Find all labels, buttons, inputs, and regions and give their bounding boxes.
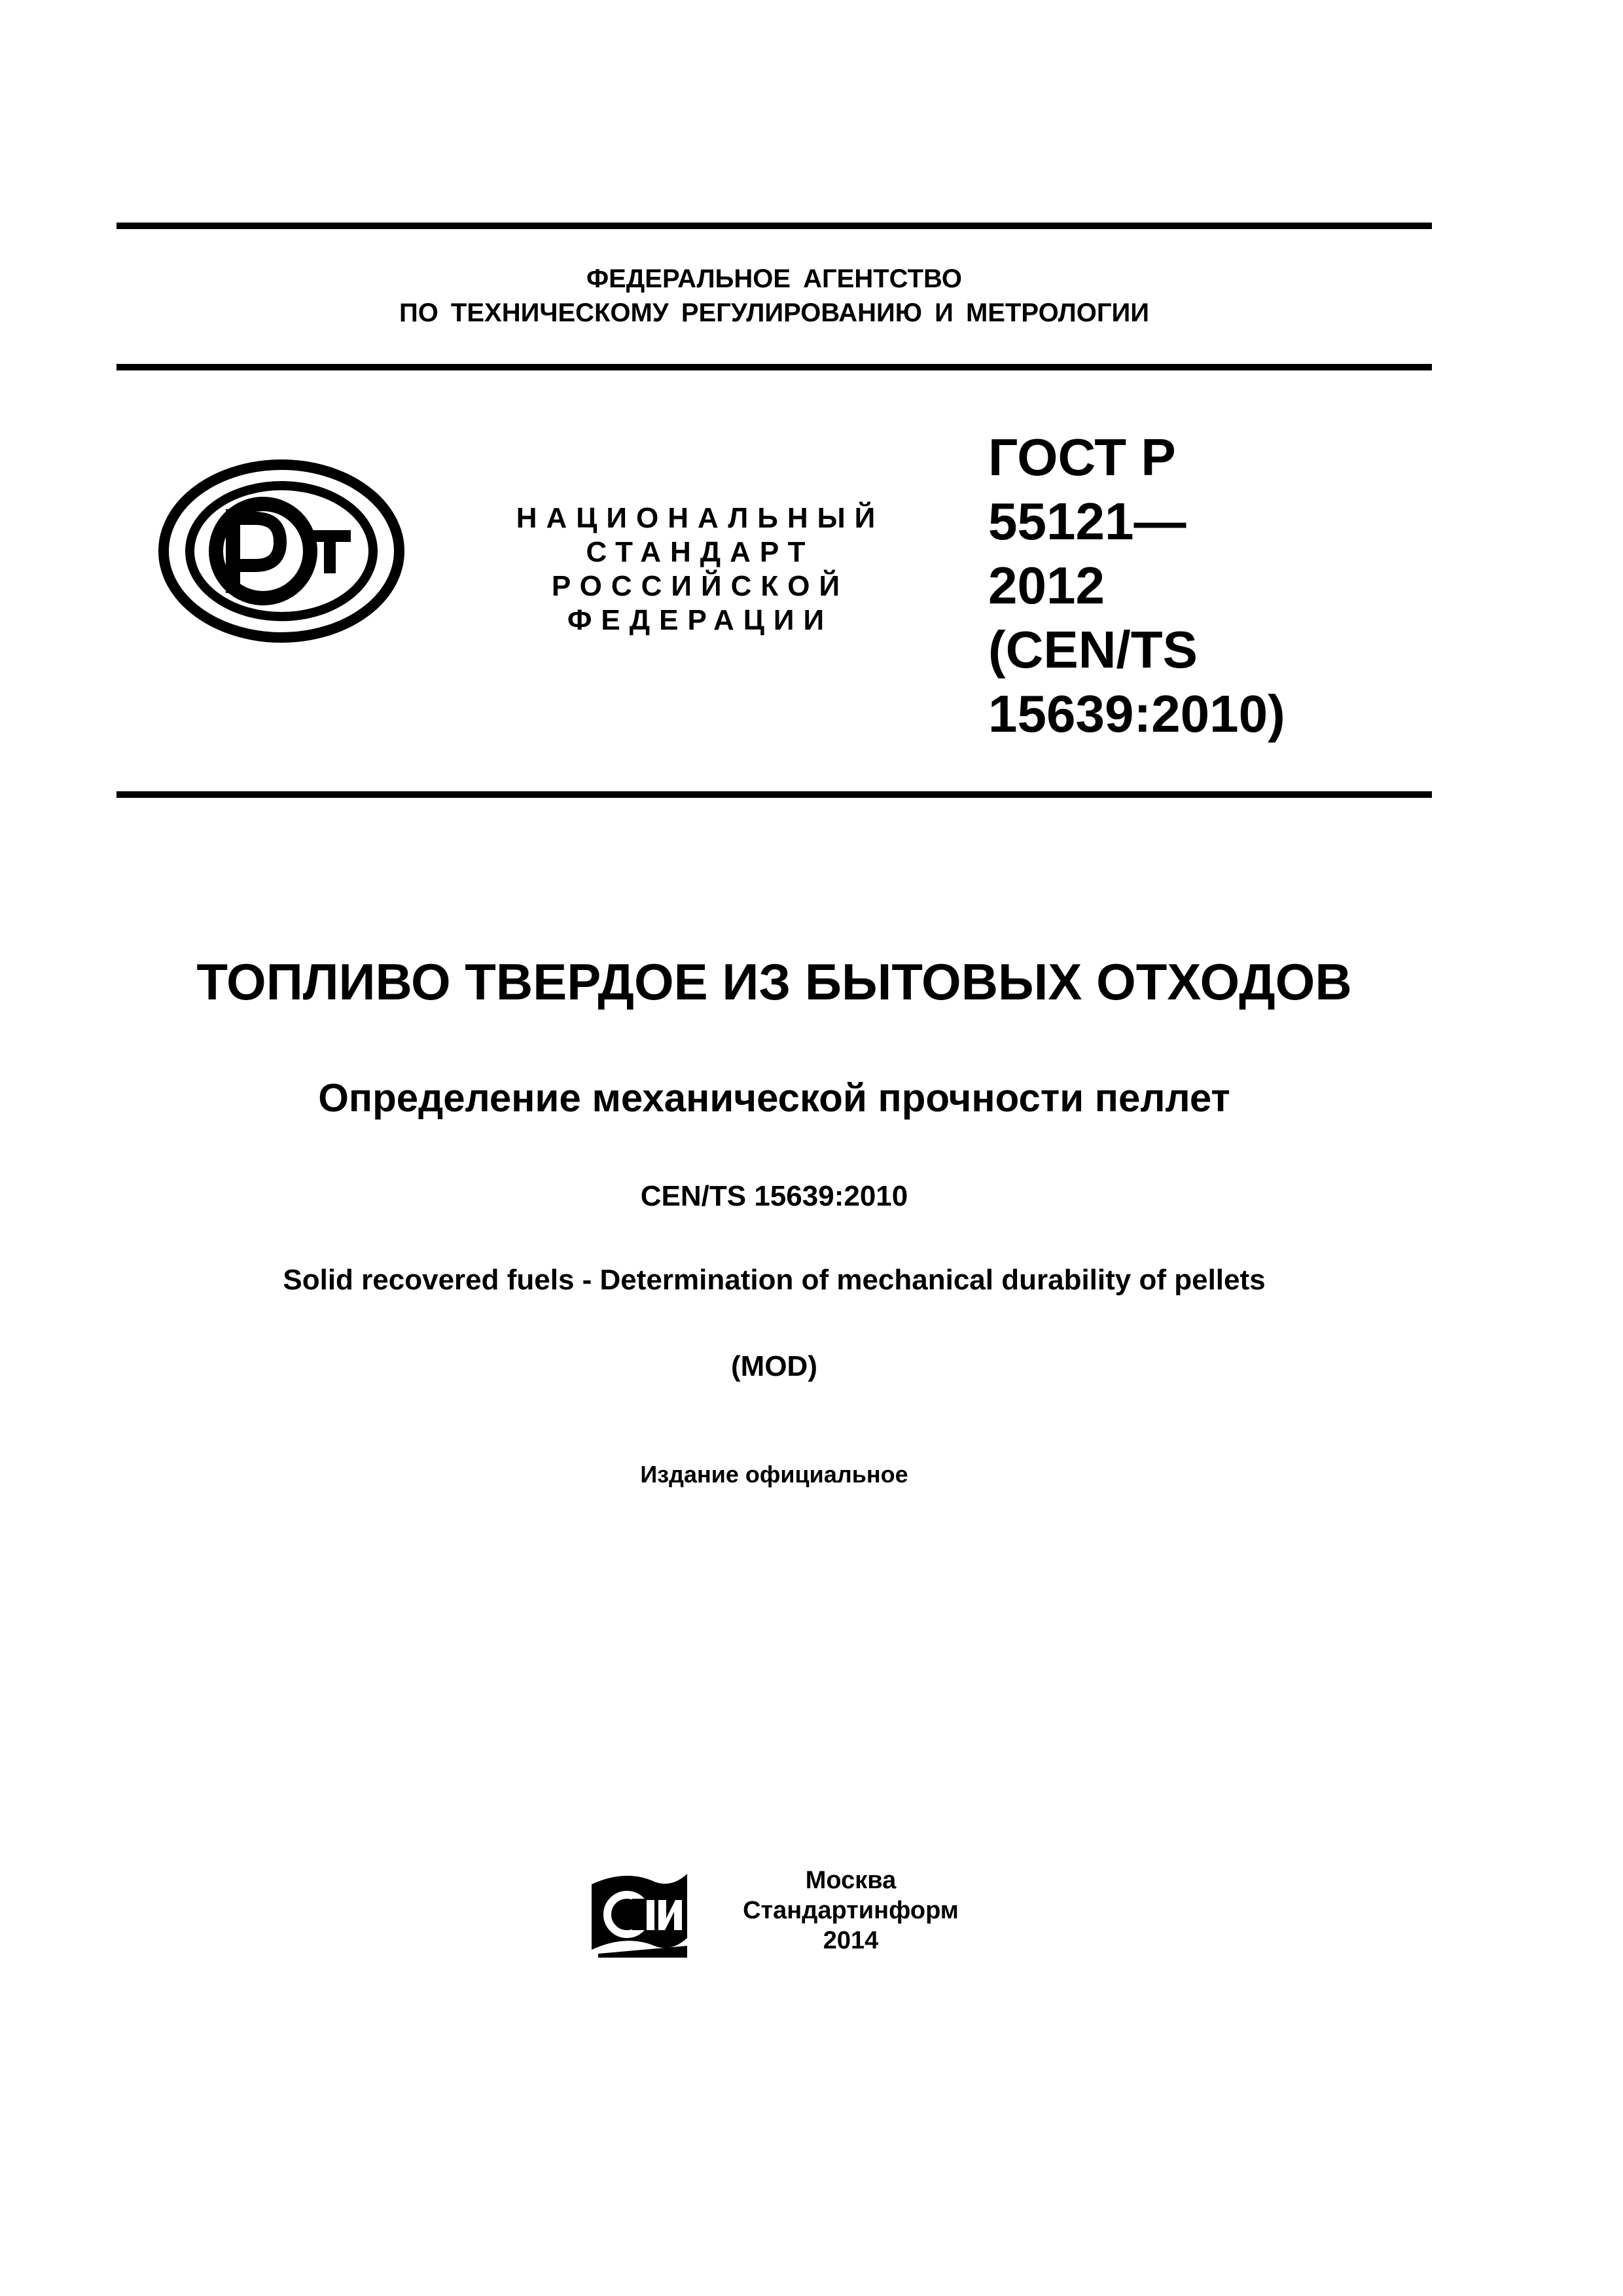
imprint-city: Москва [805,1867,897,1894]
designation-line-3: 2012 [988,556,1105,615]
standard-designation [988,425,1407,746]
modification-label: (MOD) [731,1350,817,1382]
national-standard-line-2: СТАНДАРТ [586,536,815,568]
national-standard-line-4: ФЕДЕРАЦИИ [567,604,834,636]
designation-line-4: (CEN/TS [988,620,1198,679]
header-rule [116,364,1432,370]
gost-rst-emblem-icon [157,458,406,645]
top-rule [116,223,1432,229]
international-standard-code: CEN/TS 15639:2010 [640,1180,908,1212]
agency-header [116,262,1432,330]
designation-line-5: 15639:2010) [988,685,1285,743]
imprint-publisher: Стандартинформ [743,1897,959,1924]
agency-line-1: ФЕДЕРАЛЬНОЕ АГЕНТСТВО [586,264,963,293]
edition-label: Издание официальное [640,1461,908,1488]
designation-line-2: 55121— [988,492,1186,550]
national-standard-line-1: НАЦИОНАЛЬНЫЙ [516,502,885,534]
national-standard-line-3: РОССИЙСКОЙ [551,570,849,602]
national-standard-label [471,501,929,637]
agency-line-2: ПО ТЕХНИЧЕСКОМУ РЕГУЛИРОВАНИЮ И МЕТРОЛОГИИ [399,298,1150,327]
document-title: ТОПЛИВО ТВЕРДОЕ ИЗ БЫТОВЫХ ОТХОДОВ [196,953,1352,1011]
imprint-year: 2014 [823,1927,879,1954]
standartinform-logo-icon [586,1862,692,1960]
designation-line-1: ГОСТ Р [988,428,1176,486]
publisher-imprint [713,1865,988,1956]
international-standard-title: Solid recovered fuels - Determination of mechanical durability of pellets [283,1264,1266,1296]
document-subtitle: Определение механической прочности пеллет [318,1076,1230,1120]
title-block-rule [116,791,1432,798]
